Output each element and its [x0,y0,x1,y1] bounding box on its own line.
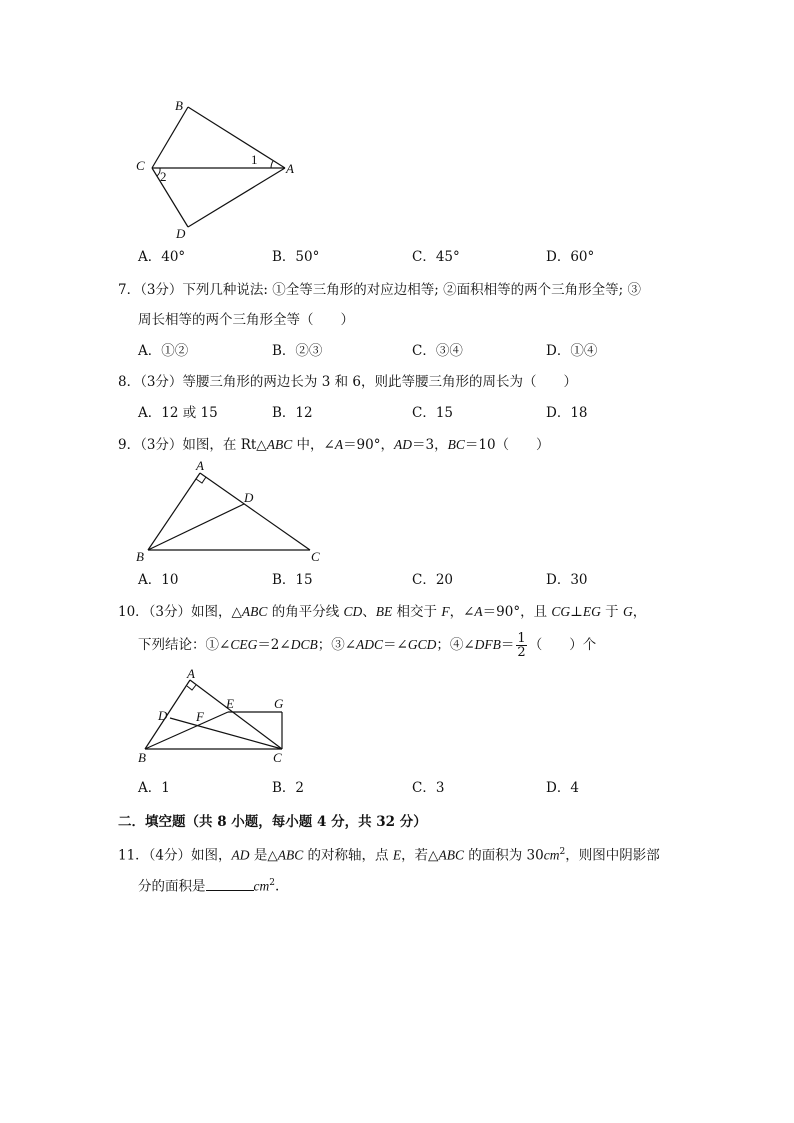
q10-l1-cd: CD [343,604,363,619]
q11-l1-m3: ，若△ [401,847,439,864]
q10-line2 [138,630,596,660]
q10-right-angle-mark [187,685,196,690]
q10-l1-eg: EG [582,604,601,619]
q10-l1-end: ， [632,604,647,620]
q9-ad: AD [394,437,412,452]
q10-option-c: C．3 [412,780,445,796]
q11-l1-e: E [392,847,402,863]
q11-l1-m1: 是△ [249,847,278,864]
q11-l1-m4: 的面积为 30 [463,847,544,864]
q9-suffix: ＝10（ ） [464,437,550,453]
q6-label-angle1: 1 [251,152,258,167]
q10-l2-prefix: 下列结论：①∠ [138,637,231,653]
q9-label-b: B [136,549,144,564]
q10-l1-cg: CG [551,604,571,619]
q8-option-a: A．12 或 15 [138,405,218,421]
q9-line1 [118,436,550,454]
q11-line1 [118,843,660,865]
q11-l2-prefix: 分的面积是 [138,878,206,895]
q10-option-d: D．4 [546,780,579,796]
q10-l1-prefix: 10．（3分）如图，△ [118,604,242,620]
q10-option-a: A．1 [138,780,170,796]
q9-bc: BC [447,437,465,452]
q6-option-b: B．50° [272,249,320,265]
q10-label-g: G [274,696,284,711]
q10-figure [130,668,300,770]
q11-answer-blank[interactable] [206,878,254,891]
q10-label-a: A [187,668,195,681]
q8-line1: 8．（3分）等腰三角形的两边长为 3 和 6，则此等腰三角形的周长为（ ） [118,374,577,390]
q6-label-d: D [176,226,186,241]
q10-l1-a: A [474,604,483,619]
q9-segment-bd [148,504,244,550]
q9-segment-ac [200,473,310,550]
q10-l2-m4: ；④∠ [436,637,475,653]
q9-option-a: A．10 [138,572,179,588]
q6-segment-ba [188,107,285,168]
q9-mid1: 中，∠ [292,437,335,453]
q11-l1-sup: 2 [559,847,566,857]
q9-mid3: ＝3， [412,437,448,453]
q10-l2-dcb: DCB [290,637,318,652]
q10-l1-mid2: 、 [362,604,376,620]
q10-l1-be: BE [375,604,393,619]
q10-l1-mid7: 于 [600,604,623,620]
q9-abc: ABC [266,437,293,452]
q9-label-d: D [244,490,254,505]
q10-fraction [516,632,526,659]
q10-l1-mid1: 的角平分线 [267,604,344,620]
q7-line2: 周长相等的两个三角形全等（ ） [138,312,354,328]
q11-line2 [138,874,279,896]
q10-label-e: E [226,696,234,711]
q8-option-c: C．15 [412,405,454,421]
q9-segment-ab [148,473,200,550]
q10-l2-m2: ；③∠ [317,637,357,653]
q10-l1-mid5: ＝90°，且 [482,604,552,620]
q10-l1-f: F [441,604,450,619]
q11-l1-m2: 的对称轴，点 [303,847,393,864]
q6-segment-da [188,168,285,227]
q9-label-c: C [311,549,320,564]
q10-l2-m3: ＝∠ [383,637,408,653]
q10-l1-g: G [622,604,633,619]
q10-label-d: D [158,708,168,723]
q10-l2-adc: ADC [356,637,384,652]
q6-segment-cb [152,107,188,168]
q7-option-a: A．①② [138,343,189,359]
q11-l1-abc: ABC [277,847,304,863]
q9-mid2: ＝90°， [343,437,394,453]
q7-line1: 7．（3分）下列几种说法: ①全等三角形的对应边相等; ②面积相等的两个三角形全等; ③ [118,282,641,298]
q6-label-a: A [286,161,294,176]
q10-l2-gcd: GCD [407,637,437,652]
q10-frac-den: 2 [517,645,526,660]
q6-segment-cd [152,168,188,227]
q10-segment-cd [170,718,282,749]
q10-l2-m5: ＝ [500,637,515,653]
q11-l1-abc2: ABC [438,847,464,863]
q10-l1-mid4: ，∠ [449,604,475,620]
q6-label-b: B [175,98,183,113]
q10-l1-mid3: 相交于 [392,604,442,620]
q10-l1-abc: ABC [241,604,268,619]
section2-heading: 二．填空题（共 8 小题，每小题 4 分，共 32 分） [118,814,427,830]
q11-l1-cm: cm [543,847,560,863]
q10-option-b: B．2 [272,780,305,796]
q6-option-a: A．40° [138,249,186,265]
q9-a: A [334,437,344,452]
q11-l1-prefix: 11．（4分）如图， [118,847,232,864]
q10-l1-mid6: ⊥ [570,604,583,620]
q10-label-c: C [273,750,282,765]
q7-option-c: C．③④ [412,343,463,359]
q9-label-a: A [196,458,204,473]
q6-figure [130,95,310,243]
q11-l2-cm: cm [253,878,270,894]
q11-l2-end: . [274,878,280,895]
q9-option-b: B．15 [272,572,313,588]
q9-prefix: 9．（3分）如图，在 Rt△ [118,437,267,453]
q10-l2-m1: ＝2∠ [257,637,291,653]
q6-label-angle2: 2 [160,169,167,184]
q11-l1-end: ，则图中阴影部 [565,847,660,864]
q8-option-b: B．12 [272,405,313,421]
q10-label-f: F [196,709,204,724]
q10-label-b: B [138,750,146,765]
q10-l2-ceg: CEG [230,637,258,652]
q11-l2-sup: 2 [269,878,275,888]
q9-option-d: D．30 [546,572,588,588]
q6-option-d: D．60° [546,249,595,265]
q10-frac-num: 1 [517,631,526,646]
q10-l2-end: （ ）个 [528,637,597,653]
q7-option-b: B．②③ [272,343,323,359]
q6-angle-arc-1 [271,161,273,168]
q11-l1-ad: AD [231,847,250,863]
q10-l2-dfb: DFB [474,637,501,652]
q9-right-angle-mark [196,477,206,483]
q6-option-c: C．45° [412,249,460,265]
q10-line1 [118,603,646,621]
q9-figure [130,458,330,566]
q8-option-d: D．18 [546,405,588,421]
q9-option-c: C．20 [412,572,454,588]
q6-label-c: C [136,158,145,173]
q7-option-d: D．①④ [546,343,598,359]
